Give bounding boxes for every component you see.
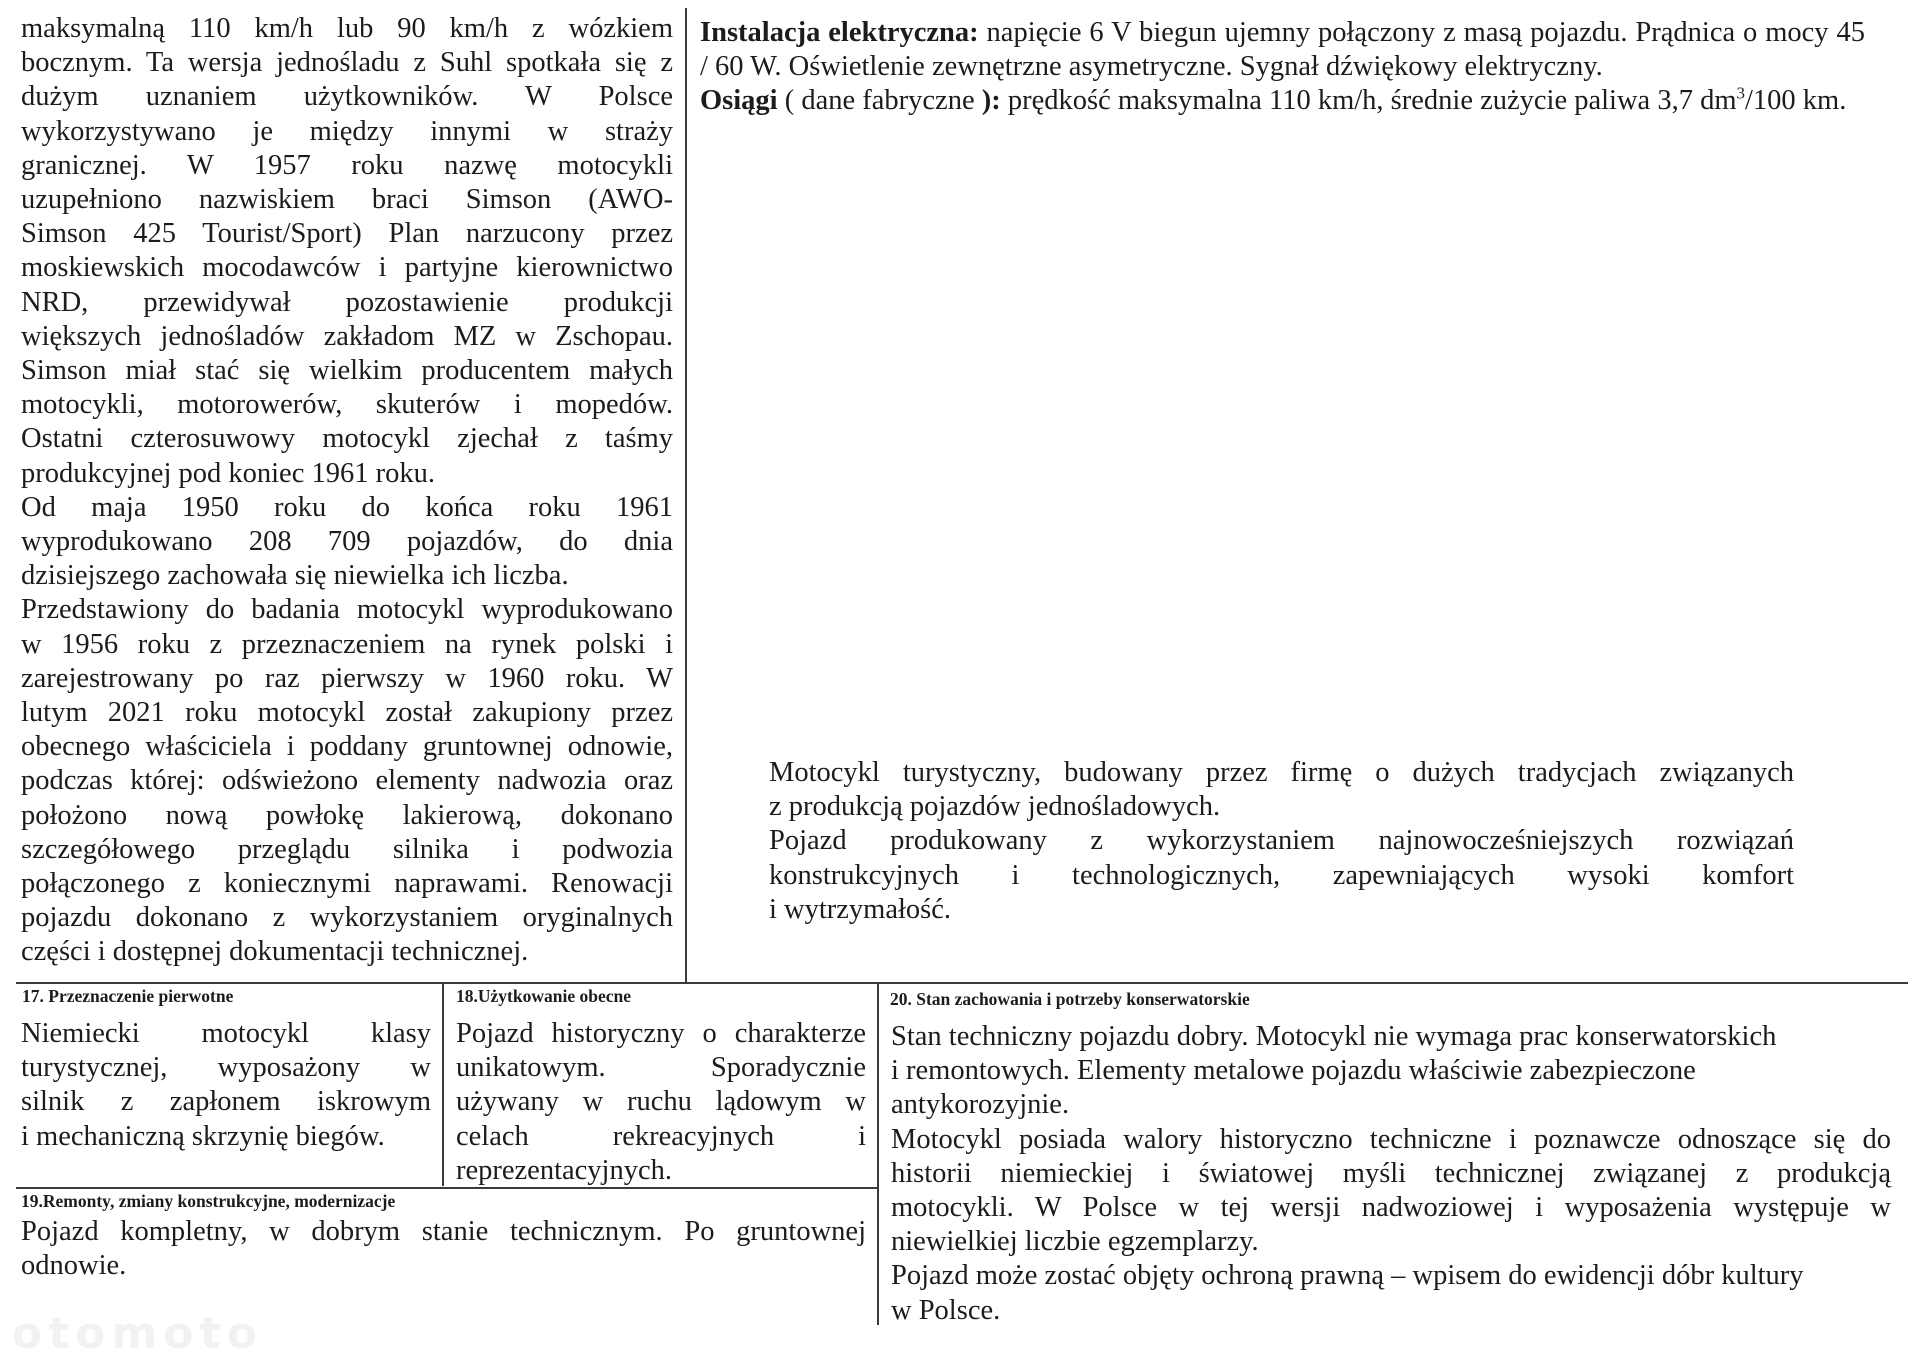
section-17-line: Niemiecki motocykl klasy [21,1018,431,1049]
column-divider-top [685,8,687,982]
performance-paragraph [700,84,1865,118]
left-line: wykorzystywano je między innymi w straży [21,115,673,147]
section-18-heading: 18.Użytkowanie obecne [456,986,631,1006]
section-18-line: celach rekreacyjnych i [456,1120,866,1152]
section-20-line: historii niemieckiej i światowej myśli technicznej związanej z produkcją [891,1157,1891,1189]
watermark: otomoto [12,1308,263,1359]
divider-18-20 [877,983,879,1325]
section-20-line: Motocykl posiada walory historyczno techniczne i poznawcze odnoszące się do [891,1123,1891,1155]
left-line: motocykli, motorowerów, skuterów i mopedów. [21,389,673,421]
left-line: bocznym. Ta wersja jednośladu z Suhl spotkała się z [21,47,673,79]
performance-paren: ( dane fabryczne [777,85,982,117]
right-column-specs [700,16,1865,119]
performance-label: Osiągi [700,85,778,117]
left-line: produkcyjnej pod koniec 1961 roku. [21,457,435,489]
left-line: obecnego właściciela i poddany gruntownej odnowie, [21,731,673,763]
left-line: NRD, przewidywał pozostawienie produkcji [21,286,673,318]
left-line: połączonego z koniecznymi naprawami. Renowacji [21,868,673,900]
performance-sup: 3 [1736,83,1746,103]
section-19-line: Pojazd kompletny, w dobrym stanie technicznym. Po gruntownej [21,1216,866,1247]
description-line: Motocykl turystyczny, budowany przez firmę o dużych tradycjach związanych [769,757,1794,788]
section-20-heading: 20. Stan zachowania i potrzeby konserwatorskie [890,989,1250,1009]
left-line: maksymalną 110 km/h lub 90 km/h z wózkiem [21,13,673,44]
left-line: lutym 2021 roku motocykl został zakupiony przez [21,697,673,729]
section-20-line: i remontowych. Elementy metalowe pojazdu właściwie zabezpieczone [891,1055,1696,1087]
section-18-line: Pojazd historyczny o charakterze [456,1018,866,1049]
section-18-line: reprezentacyjnych. [456,1154,672,1186]
left-line: wyprodukowano 208 709 pojazdów, do dnia [21,526,673,558]
section-17-line: i mechaniczną skrzynię biegów. [21,1120,385,1152]
left-line: dzisiejszego zachowała się niewielka ich liczba. [21,560,569,592]
section-17-line: turystycznej, wyposażony w [21,1052,431,1084]
section-18-text [456,1017,866,1188]
section-17-line: silnik z zapłonem iskrowym [21,1086,431,1118]
description-line: konstrukcyjnych i technologicznych, zapewniających wysoki komfort [769,859,1794,891]
section-17-heading: 17. Przeznaczenie pierwotne [22,986,234,1006]
performance-text: prędkość maksymalna 110 km/h, średnie zużycie paliwa 3,7 dm [1000,85,1737,117]
section-20-line: Pojazd może zostać objęty ochroną prawną – wpisem do ewidencji dóbr kultury [891,1260,1804,1292]
left-line: Ostatni czterosuwowy motocykl zjechał z taśmy [21,423,673,455]
description-line: z produkcją pojazdów jednośladowych. [769,791,1221,823]
electrical-label: Instalacja elektryczna: [700,17,979,48]
description-line: Pojazd produkowany z wykorzystaniem najnowocześniejszych rozwiązań [769,825,1794,857]
section-divider-top [16,982,1908,984]
section-20-line: motocykli. W Polsce w tej wersji nadwoziowej i wyposażenia występuje w [891,1192,1891,1224]
left-line: Przedstawiony do badania motocykl wyprodukowano [21,594,673,626]
left-line: w 1956 roku z przeznaczeniem na rynek polski i [21,628,673,660]
left-line: dużym uznaniem użytkowników. W Polsce [21,81,673,113]
left-line: uzupełniono nazwiskiem braci Simson (AWO- [21,184,673,216]
left-line: Simson miał stać się wielkim producentem małych [21,355,673,387]
section-20-line: w Polsce. [891,1294,1001,1326]
left-line: granicznej. W 1957 roku nazwę motocykli [21,149,673,181]
section-18-line: unikatowym. Sporadycznie [456,1052,866,1084]
section-20-line: niewielkiej liczbie egzemplarzy. [891,1226,1259,1258]
section-20-text [891,1020,1891,1328]
left-line: pojazdu dokonano z wykorzystaniem oryginalnych [21,902,673,934]
left-column-text [21,12,673,970]
left-line: Od maja 1950 roku do końca roku 1961 [21,491,673,523]
section-17-text [21,1017,431,1154]
divider-17-18 [442,983,444,1186]
left-line: części i dostępnej dokumentacji technicznej. [21,936,529,968]
performance-colon: ): [981,85,1001,117]
section-20-line: antykorozyjnie. [891,1089,1070,1121]
left-line: większych jednośladów zakładom MZ w Zschopau. [21,320,673,352]
left-line: zarejestrowany po raz pierwszy w 1960 roku. W [21,662,673,694]
left-line: położono nową powłokę lakierową, dokonano [21,799,673,831]
right-column-description [769,756,1794,927]
section-19-text [21,1215,866,1283]
left-line: szczegółowego przeglądu silnika i podwozia [21,833,673,865]
performance-tail: /100 km. [1745,85,1847,117]
electrical-paragraph [700,16,1865,84]
left-line: moskiewskich mocodawców i partyjne kierownictwo [21,252,673,284]
electrical-text: napięcie 6 V biegun ujemny połączony z masą pojazdu. Prądnica o mocy 45 / 60 W. Oświetlenie zewnętrzne asymetryczne. Sygnał dźwiękowy elektryczny. [700,17,1865,83]
section-19-heading: 19.Remonty, zmiany konstrukcyjne, modernizacje [21,1191,396,1211]
left-line: podczas której: odświeżono elementy nadwozia oraz [21,765,673,797]
section-18-line: używany w ruchu lądowym w [456,1086,866,1118]
section-20-line: Stan techniczny pojazdu dobry. Motocykl nie wymaga prac konserwatorskich [891,1021,1777,1052]
description-line: i wytrzymałość. [769,893,952,925]
section-19-line: odnowie. [21,1250,127,1282]
left-line: Simson 425 Tourist/Sport) Plan narzucony przez [21,218,673,250]
